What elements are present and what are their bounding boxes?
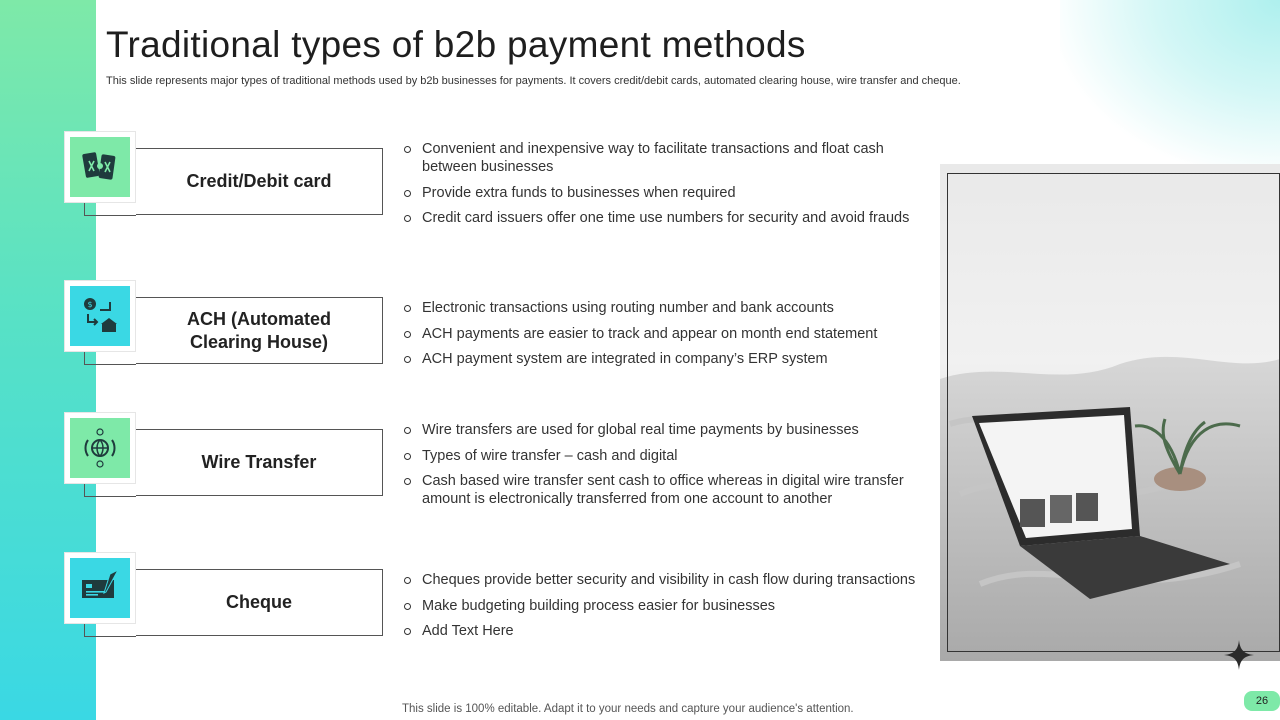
method-bullets: [404, 571, 934, 648]
method-label: ACH (Automated Clearing House): [187, 308, 331, 352]
sparkle-icon: [1224, 640, 1254, 670]
connector-line: [84, 636, 136, 637]
slide-title: Traditional types of b2b payment methods: [106, 24, 806, 65]
page-number-badge: 26: [1244, 691, 1280, 711]
bullet-item: ACH payments are easier to track and appear on month end statement: [404, 325, 934, 343]
connector-line: [84, 496, 136, 497]
global-exchange-icon: [80, 428, 120, 468]
bullet-item: Convenient and inexpensive way to facilitate transactions and float cash between businesses: [404, 140, 934, 176]
corner-glow: [1060, 0, 1280, 170]
bullet-item: Make budgeting building process easier for businesses: [404, 597, 934, 615]
bullet-item: Wire transfers are used for global real time payments by businesses: [404, 421, 934, 439]
bullet-item: Types of wire transfer – cash and digital: [404, 447, 934, 465]
svg-text:$: $: [87, 300, 93, 309]
method-bullets: [404, 421, 934, 516]
connector-line: [84, 215, 136, 216]
method-bullets: [404, 299, 934, 376]
bullet-item: Provide extra funds to businesses when required: [404, 184, 934, 202]
bullet-item: Electronic transactions using routing number and bank accounts: [404, 299, 934, 317]
method-row-wire-transfer: [64, 412, 944, 507]
icon-tile: [70, 137, 130, 197]
icon-tile: [70, 558, 130, 618]
icon-tile: [70, 418, 130, 478]
method-label: Cheque: [225, 592, 292, 612]
bullet-item: ACH payment system are integrated in company’s ERP system: [404, 350, 934, 368]
method-label-box: [136, 297, 383, 364]
method-label: Credit/Debit card: [186, 171, 332, 191]
method-row-ach: [64, 280, 944, 370]
bullet-item: Cheques provide better security and visibility in cash flow during transactions: [404, 571, 934, 589]
bullet-item: Credit card issuers offer one time use numbers for security and avoid frauds: [404, 209, 934, 227]
method-label-box: [136, 148, 383, 215]
icon-frame: [64, 412, 136, 484]
method-label: Wire Transfer: [201, 452, 317, 472]
method-label-box: [136, 429, 383, 496]
method-row-credit-debit: [64, 131, 944, 226]
method-row-cheque: [64, 552, 944, 642]
footer-note: This slide is 100% editable. Adapt it to your needs and capture your audience's attention.: [402, 703, 854, 715]
method-bullets: [404, 140, 934, 235]
icon-frame: [64, 552, 136, 624]
photo-frame: [947, 173, 1280, 652]
method-label-box: [136, 569, 383, 636]
bank-transfer-icon: [80, 296, 120, 336]
connector-line: [84, 364, 136, 365]
cheque-icon: [80, 568, 120, 608]
icon-frame: [64, 280, 136, 352]
icon-frame: [64, 131, 136, 203]
bullet-item: Add Text Here: [404, 622, 934, 640]
bullet-item: Cash based wire transfer sent cash to office whereas in digital wire transfer amount is electronically transferred from one account to another: [404, 472, 934, 508]
icon-tile: [70, 286, 130, 346]
credit-cards-icon: [80, 147, 120, 187]
slide-subtitle: This slide represents major types of traditional methods used by b2b businesses for payments. It covers credit/debit cards, automated clearing house, wire transfer and cheque.: [106, 75, 961, 87]
